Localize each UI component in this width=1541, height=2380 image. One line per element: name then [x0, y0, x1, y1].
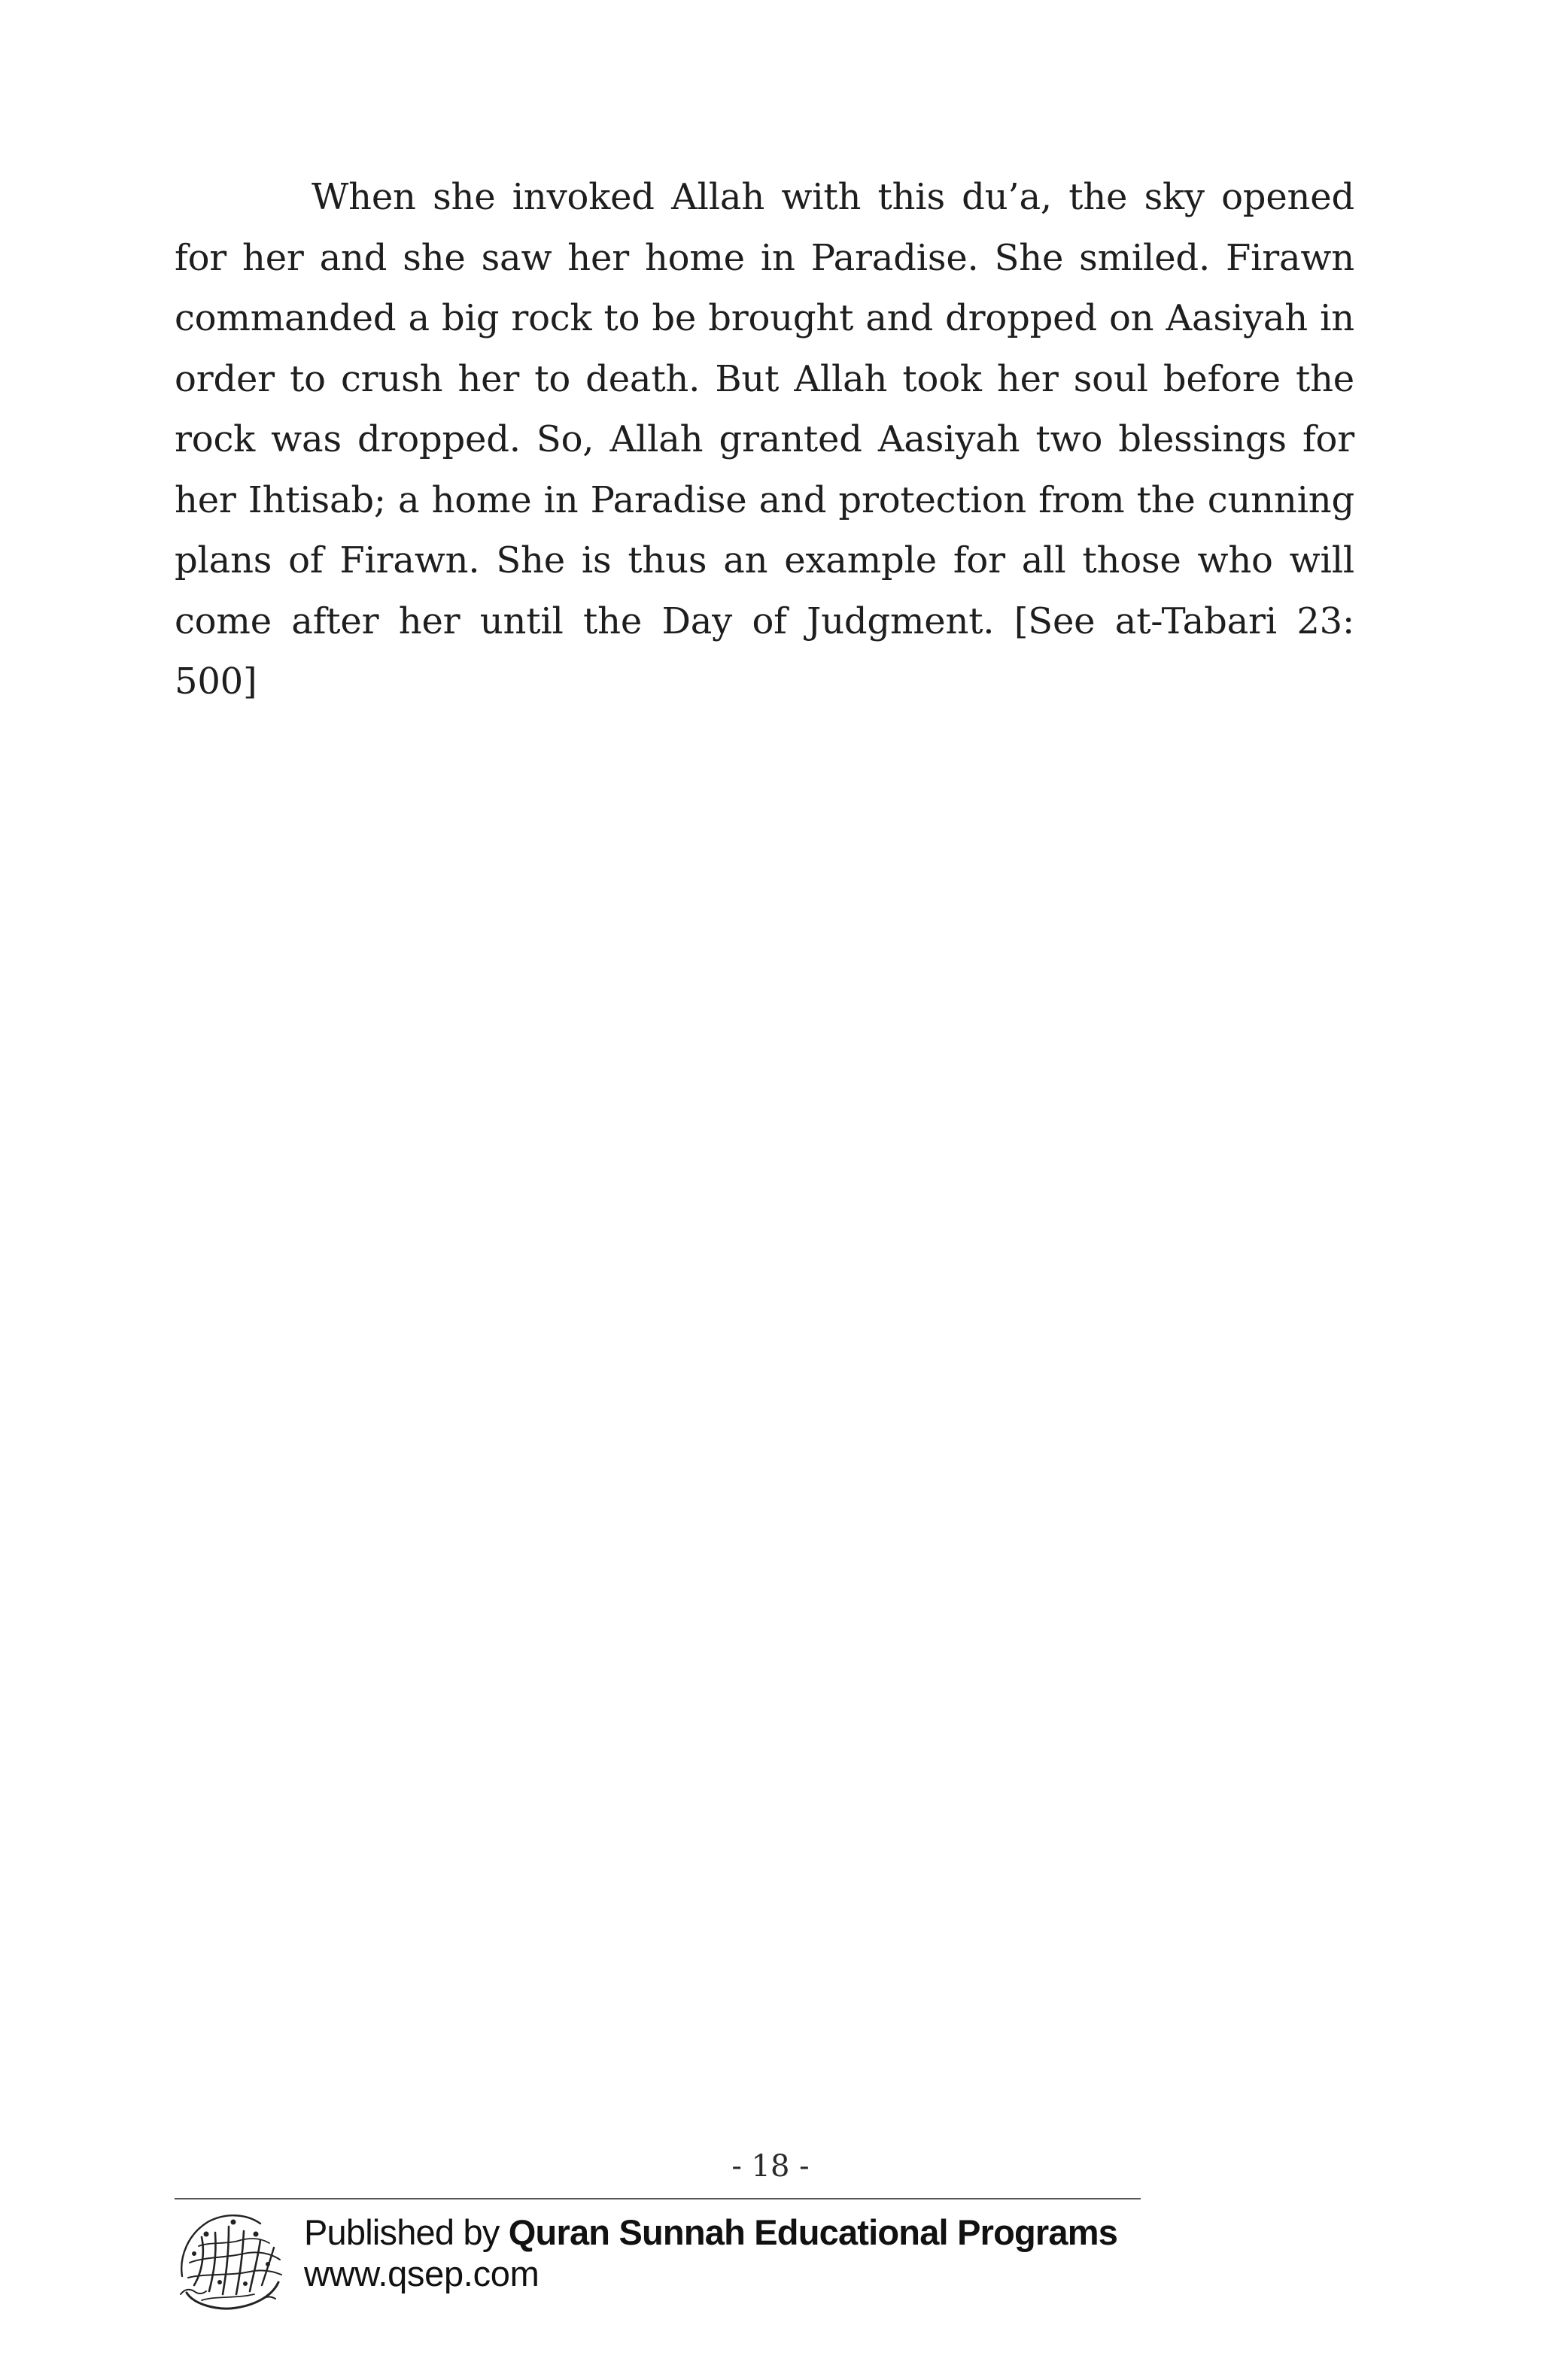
publisher-name: Quran Sunnah Educational Programs — [508, 2212, 1118, 2252]
page-number: - 18 - — [731, 2149, 810, 2184]
arabic-calligraphy-seal-icon — [172, 2204, 289, 2317]
published-by-label: Published by — [304, 2212, 509, 2252]
footer-divider — [175, 2198, 1141, 2199]
publisher-website-link[interactable]: www.qsep.com — [304, 2254, 540, 2293]
body-paragraph: When she invoked Allah with this du’a, the sky opened for her and she saw her home in Paradise. She smiled. Firawn commanded a big rock to be brought and dropped on Aasiyah in order to crush her to death. But Allah took her soul before the rock was dropped. So, Allah granted Aasiyah two blessings for her Ihtisab; a home in Paradise and protection from the cunning plans of Firawn. She is thus an example for all those who will come after her until the Day of Judgment. [See at-Tabari 23: 500] — [175, 176, 1354, 703]
publisher-line — [304, 2212, 1117, 2254]
